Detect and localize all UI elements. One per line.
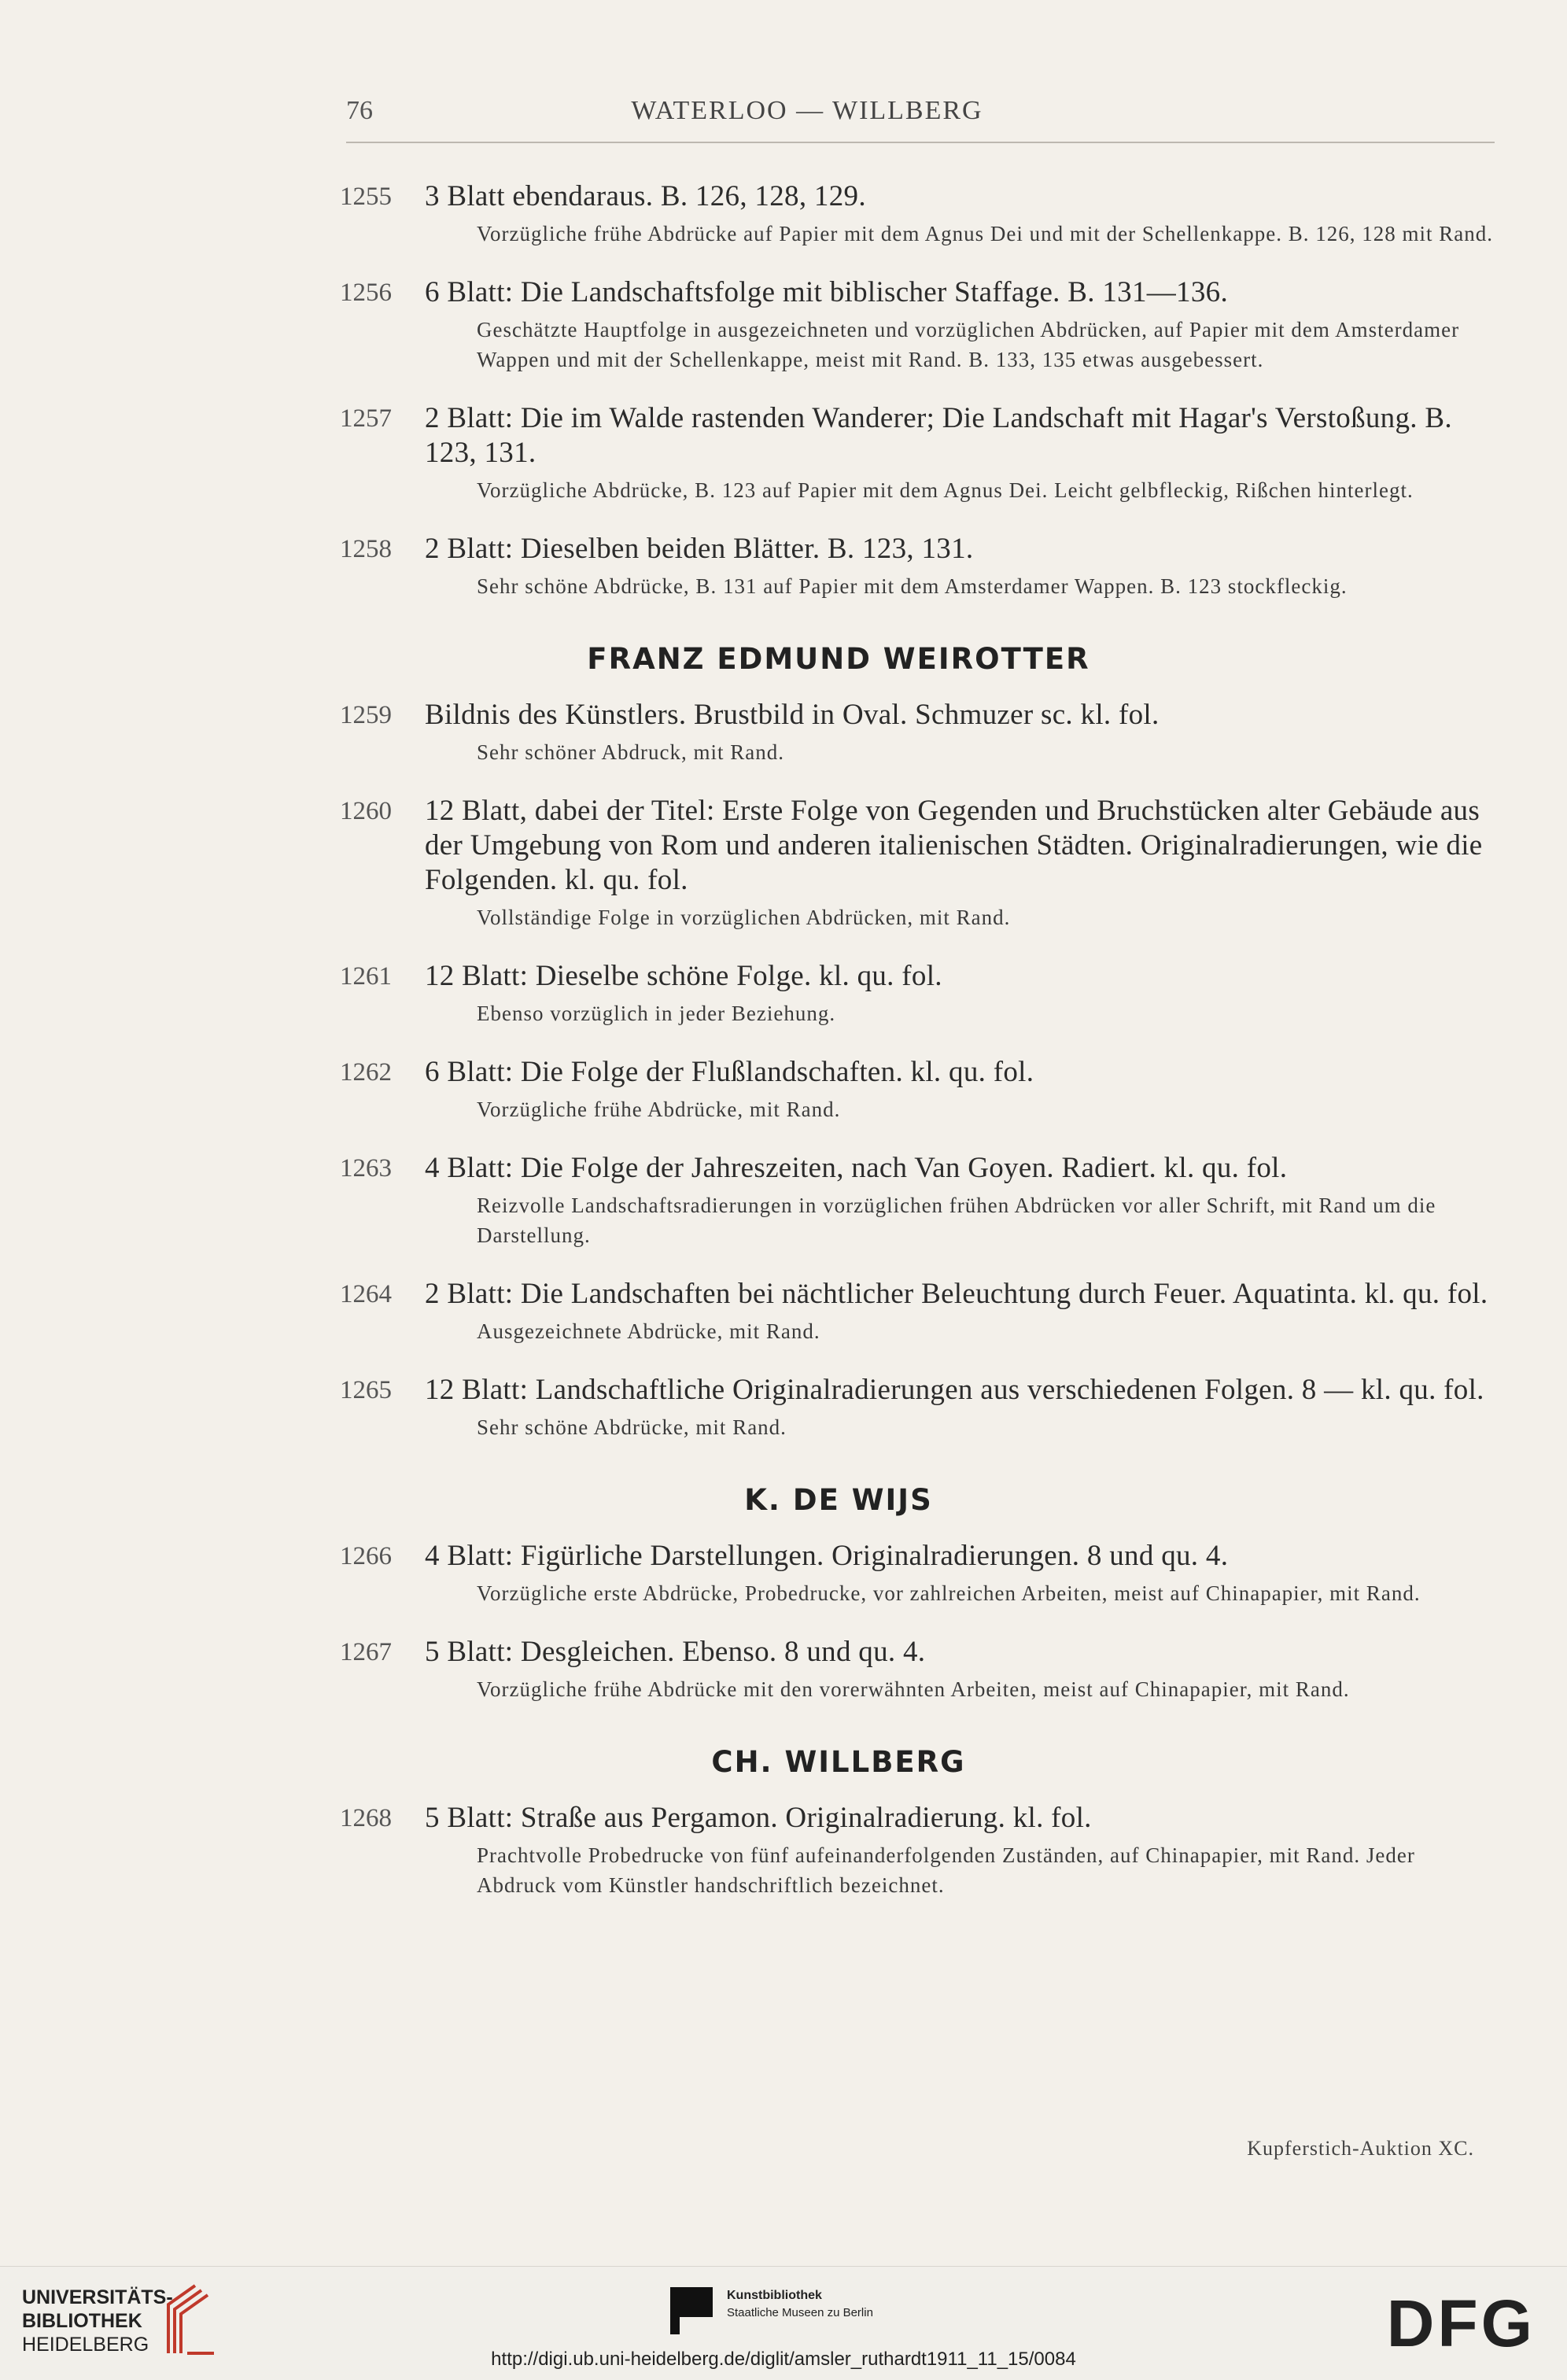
entry-number: 1261 <box>340 962 392 991</box>
entry-note: Vorzügliche erste Abdrücke, Probedrucke, vor zahlreichen Arbeiten, meist auf Chinapapier, mit Rand. <box>477 1581 1421 1605</box>
catalog-entry <box>0 1055 1567 1124</box>
entry-number: 1266 <box>340 1542 392 1570</box>
catalog-entry <box>0 1801 1567 1900</box>
catalog-footnote: Kupferstich-Auktion XC. <box>1247 2137 1474 2160</box>
entry-note: Vorzügliche frühe Abdrücke mit den vorerwähnten Arbeiten, meist auf Chinapapier, mit Rand. <box>477 1677 1350 1701</box>
entry-note: Ebenso vorzüglich in jeder Beziehung. <box>477 1002 836 1025</box>
section-heading-weirotter: FRANZ EDMUND WEIROTTER <box>587 642 1090 676</box>
entry-note: Vorzügliche Abdrücke, B. 123 auf Papier mit dem Agnus Dei. Leicht gelbfleckig, Rißchen hinterlegt. <box>477 478 1414 502</box>
entry-title: Bildnis des Künstlers. Brustbild in Oval. Schmuzer sc. kl. fol. <box>425 699 1160 731</box>
entry-title: 12 Blatt: Landschaftliche Originalradierungen aus verschiedenen Folgen. 8 — kl. qu. fol. <box>425 1374 1484 1406</box>
catalog-entry <box>0 794 1567 932</box>
entry-number: 1268 <box>340 1804 392 1832</box>
uni-line-2: BIBLIOTHEK <box>22 2310 142 2332</box>
kunstbibliothek-label[interactable] <box>727 2287 873 2322</box>
entry-note: Sehr schöne Abdrücke, B. 131 auf Papier mit dem Amsterdamer Wappen. B. 123 stockfleckig. <box>477 574 1348 598</box>
entry-number: 1258 <box>340 535 392 563</box>
catalog-entry <box>0 1277 1567 1346</box>
catalog-entry <box>0 532 1567 601</box>
uni-line-1: UNIVERSITÄTS- <box>22 2286 173 2308</box>
catalog-entry <box>0 1539 1567 1608</box>
running-title: WATERLOO — WILLBERG <box>631 96 983 125</box>
catalog-entry <box>0 401 1567 505</box>
entry-number: 1263 <box>340 1154 392 1183</box>
section-heading-wijs: K. DE WIJS <box>744 1483 933 1517</box>
entry-number: 1257 <box>340 404 392 433</box>
entry-number: 1255 <box>340 183 392 211</box>
entry-number: 1262 <box>340 1058 392 1087</box>
entry-note: Ausgezeichnete Abdrücke, mit Rand. <box>477 1319 820 1343</box>
entry-title: 2 Blatt: Die Landschaften bei nächtlicher Beleuchtung durch Feuer. Aquatinta. kl. qu. fol. <box>425 1278 1488 1310</box>
entry-number: 1256 <box>340 279 392 307</box>
permalink[interactable]: http://digi.ub.uni-heidelberg.de/diglit/amsler_ruthardt1911_11_15/0084 <box>491 2349 1076 2370</box>
kb-line-2: Staatliche Museen zu Berlin <box>727 2306 873 2319</box>
page-header <box>0 96 1567 143</box>
entry-note: Prachtvolle Probedrucke von fünf aufeinanderfolgenden Zuständen, auf Chinapapier, mit Rand. Jeder Abdruck vom Künstler handschriftlich bezeichnet. <box>477 1843 1415 1897</box>
entry-title: 3 Blatt ebendaraus. B. 126, 128, 129. <box>425 180 866 212</box>
page-number: 76 <box>346 96 373 125</box>
catalog-entry <box>0 959 1567 1028</box>
catalog-entry <box>0 1151 1567 1250</box>
entry-title: 2 Blatt: Die im Walde rastenden Wanderer; Die Landschaft mit Hagar's Verstoßung. B. 123, 131. <box>425 402 1452 469</box>
entry-title: 4 Blatt: Figürliche Darstellungen. Originalradierungen. 8 und qu. 4. <box>425 1540 1229 1572</box>
entry-title: 6 Blatt: Die Folge der Flußlandschaften. kl. qu. fol. <box>425 1056 1034 1088</box>
entry-number: 1267 <box>340 1638 392 1666</box>
entry-title: 6 Blatt: Die Landschaftsfolge mit biblischer Staffage. B. 131—136. <box>425 276 1229 308</box>
dfg-logo[interactable]: DFG <box>1386 2286 1536 2360</box>
entry-title: 2 Blatt: Dieselben beiden Blätter. B. 123, 131. <box>425 533 974 565</box>
entry-note: Geschätzte Hauptfolge in ausgezeichneten und vorzüglichen Abdrücken, auf Papier mit dem Amsterdamer Wappen und mit der Schellenkappe, meist mit Rand. B. 133, 135 etwas ausgebessert. <box>477 318 1460 371</box>
kunstbibliothek-logo-icon <box>670 2287 713 2334</box>
catalog-entry <box>0 1635 1567 1704</box>
entry-title: 4 Blatt: Die Folge der Jahreszeiten, nach Van Goyen. Radiert. kl. qu. fol. <box>425 1152 1288 1184</box>
entry-number: 1260 <box>340 797 392 825</box>
catalog-entry <box>0 179 1567 249</box>
entry-note: Sehr schöner Abdruck, mit Rand. <box>477 740 784 764</box>
catalog-entry <box>0 698 1567 767</box>
university-emblem-icon <box>164 2281 219 2356</box>
uni-line-3: HEIDELBERG <box>22 2334 149 2356</box>
digitization-footer <box>0 2266 1567 2380</box>
entry-title: 5 Blatt: Straße aus Pergamon. Originalradierung. kl. fol. <box>425 1802 1092 1834</box>
entry-title: 12 Blatt: Dieselbe schöne Folge. kl. qu. fol. <box>425 960 942 992</box>
entry-number: 1265 <box>340 1376 392 1404</box>
entry-number: 1259 <box>340 701 392 729</box>
entry-note: Sehr schöne Abdrücke, mit Rand. <box>477 1415 787 1439</box>
entry-note: Reizvolle Landschaftsradierungen in vorzüglichen frühen Abdrücken vor aller Schrift, mit Rand um die Darstellung. <box>477 1194 1436 1247</box>
university-library-logo[interactable] <box>22 2286 173 2356</box>
entry-note: Vorzügliche frühe Abdrücke auf Papier mit dem Agnus Dei und mit der Schellenkappe. B. 126, 128 mit Rand. <box>477 222 1494 245</box>
section-heading-willberg: CH. WILLBERG <box>711 1745 966 1779</box>
catalog-entry <box>0 1373 1567 1442</box>
catalog-entry <box>0 275 1567 375</box>
kb-line-1: Kunstbibliothek <box>727 2289 822 2302</box>
entry-number: 1264 <box>340 1280 392 1308</box>
entry-note: Vorzügliche frühe Abdrücke, mit Rand. <box>477 1098 841 1121</box>
entry-title: 5 Blatt: Desgleichen. Ebenso. 8 und qu. 4. <box>425 1636 926 1668</box>
header-rule <box>346 142 1495 143</box>
catalog-entries <box>0 179 1567 1927</box>
entry-note: Vollständige Folge in vorzüglichen Abdrücken, mit Rand. <box>477 906 1011 929</box>
entry-title: 12 Blatt, dabei der Titel: Erste Folge von Gegenden und Bruchstücken alter Gebäude aus der Umgebung von Rom und anderen italienischen Städten. Originalradierungen, wie die Folgenden. kl. qu. fol. <box>425 795 1483 896</box>
